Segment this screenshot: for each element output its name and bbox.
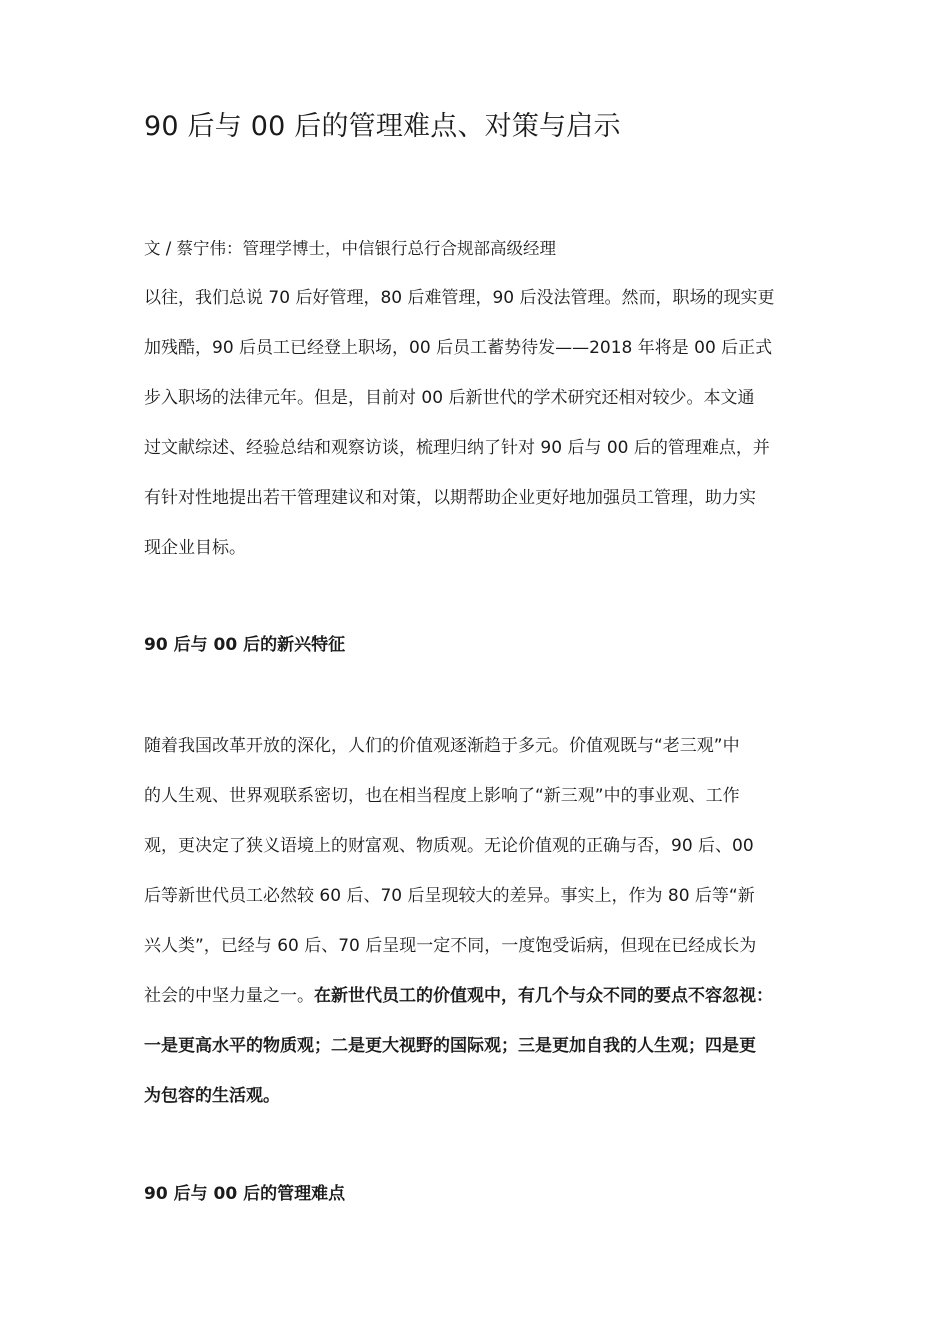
paragraph-line: 后等新世代员工必然较 60 后、70 后呈现较大的差异。事实上，作为 80 后等“新	[144, 886, 755, 906]
author-byline: 文 / 蔡宁伟：管理学博士，中信银行总行合规部高级经理	[144, 239, 557, 258]
intro-paragraph	[144, 273, 812, 573]
paragraph-line-mixed	[144, 971, 812, 1021]
emphasis-text: 为包容的生活观。	[144, 1086, 280, 1106]
characteristics-paragraph	[144, 721, 812, 1121]
document-title: 90 后与 00 后的管理难点、对策与启示	[144, 111, 621, 142]
emphasis-text: 一是更高水平的物质观；二是更大视野的国际观；三是更加自我的人生观；四是更	[144, 1036, 756, 1056]
paragraph-line: 随着我国改革开放的深化，人们的价值观逐渐趋于多元。价值观既与“老三观”中	[144, 736, 740, 756]
paragraph-line: 的人生观、世界观联系密切，也在相当程度上影响了“新三观”中的事业观、工作	[144, 786, 740, 806]
paragraph-line: 兴人类”，已经与 60 后、70 后呈现一定不同，一度饱受诟病，但现在已经成长为	[144, 936, 757, 956]
paragraph-line: 加残酷，90 后员工已经登上职场，00 后员工蓄势待发——2018 年将是 00 后正式	[144, 338, 773, 358]
paragraph-line: 以往，我们总说 70 后好管理，80 后难管理，90 后没法管理。然而，职场的现实更	[144, 288, 775, 308]
paragraph-line-bold	[144, 1021, 812, 1071]
paragraph-line: 步入职场的法律元年。但是，目前对 00 后新世代的学术研究还相对较少。本文通	[144, 388, 755, 408]
section-heading-difficulties: 90 后与 00 后的管理难点	[144, 1184, 346, 1204]
paragraph-line: 有针对性地提出若干管理建议和对策，以期帮助企业更好地加强员工管理，助力实	[144, 488, 756, 508]
normal-text: 社会的中坚力量之一。	[144, 986, 314, 1006]
paragraph-line: 现企业目标。	[144, 538, 246, 558]
emphasis-text: 在新世代员工的价值观中，有几个与众不同的要点不容忽视：	[314, 986, 773, 1006]
paragraph-line: 观，更决定了狭义语境上的财富观、物质观。无论价值观的正确与否，90 后、00	[144, 836, 754, 856]
section-heading-characteristics: 90 后与 00 后的新兴特征	[144, 635, 346, 655]
paragraph-line: 过文献综述、经验总结和观察访谈，梳理归纳了针对 90 后与 00 后的管理难点，并	[144, 438, 770, 458]
paragraph-line-bold	[144, 1071, 812, 1121]
